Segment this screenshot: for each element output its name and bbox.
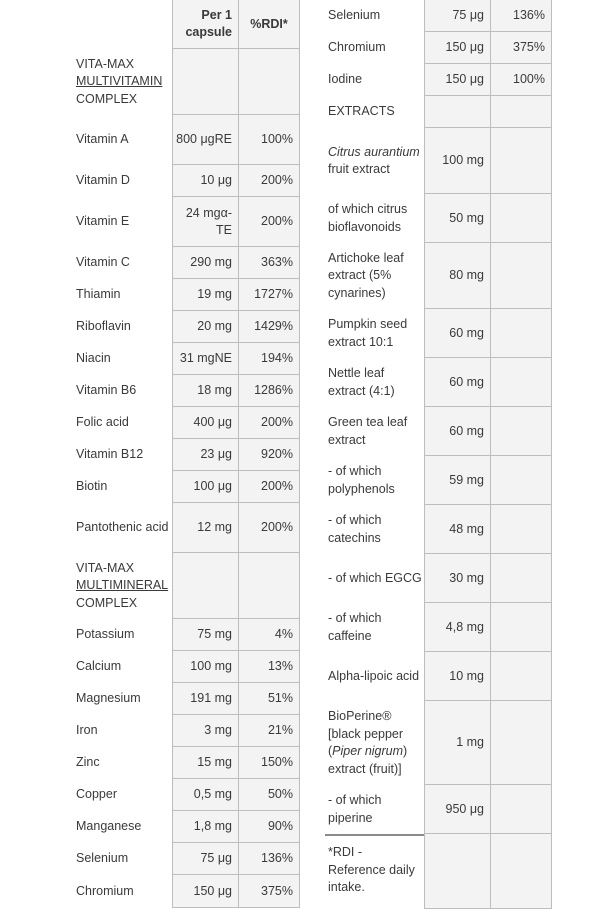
nutrition-table-left — [73, 0, 300, 908]
amount-per-capsule — [424, 96, 490, 128]
nutrient-name — [325, 358, 424, 407]
nutrient-name-text: Potassium — [76, 627, 135, 642]
table-row — [325, 96, 552, 128]
amount-per-capsule — [172, 49, 238, 115]
rdi-percent: 51% — [238, 683, 300, 715]
nutrient-name — [325, 96, 424, 128]
rdi-percent: 200% — [238, 471, 300, 503]
nutrient-name — [73, 811, 172, 843]
amount-per-capsule: 800 μgRE — [172, 115, 238, 165]
rdi-percent — [490, 456, 552, 505]
table-row — [73, 683, 300, 715]
footnote-row — [325, 834, 552, 909]
nutrient-name-text: Iron — [76, 723, 98, 738]
table-row — [325, 0, 552, 32]
nutrient-name — [325, 407, 424, 456]
table-row — [73, 439, 300, 471]
nutrient-name — [73, 247, 172, 279]
nutrient-name — [325, 243, 424, 309]
table-row — [325, 243, 552, 309]
rdi-percent: 200% — [238, 503, 300, 553]
rdi-percent — [490, 128, 552, 194]
nutrient-name-text: Vitamin C — [76, 255, 130, 270]
rdi-percent: 920% — [238, 439, 300, 471]
table-row — [325, 505, 552, 554]
table-row — [73, 875, 300, 908]
nutrient-name-text: EXTRACTS — [328, 104, 395, 119]
nutrient-name — [73, 779, 172, 811]
header-per-capsule: Per 1 capsule — [172, 0, 238, 49]
rdi-percent — [490, 785, 552, 834]
amount-per-capsule: 150 μg — [172, 875, 238, 908]
section-title-line: MULTIVITAMIN — [76, 74, 163, 89]
nutrition-table-right — [325, 0, 552, 909]
table-row — [325, 701, 552, 785]
section-row — [73, 49, 300, 115]
nutrient-name-text: Pumpkin seed extract 10:1 — [328, 317, 408, 349]
rdi-percent: 1429% — [238, 311, 300, 343]
amount-per-capsule: 60 mg — [424, 407, 490, 456]
rdi-percent: 375% — [238, 875, 300, 908]
nutrient-name — [325, 32, 424, 64]
nutrient-name-text: Riboflavin — [76, 319, 131, 334]
nutrient-name-text: Iodine — [328, 72, 363, 87]
table-row — [325, 407, 552, 456]
amount-per-capsule: 950 μg — [424, 785, 490, 834]
nutrient-name-text: Nettle leaf extract (4:1) — [328, 366, 395, 398]
nutrient-name — [325, 652, 424, 701]
table-row — [325, 358, 552, 407]
rdi-percent — [490, 554, 552, 603]
rdi-percent: 136% — [490, 0, 552, 32]
nutrient-name — [73, 875, 172, 908]
rdi-percent — [238, 553, 300, 619]
table-row — [73, 619, 300, 651]
amount-per-capsule: 3 mg — [172, 715, 238, 747]
nutrient-name — [73, 197, 172, 247]
section-title — [73, 49, 172, 115]
nutrient-name — [73, 439, 172, 471]
amount-per-capsule: 30 mg — [424, 554, 490, 603]
nutrient-name — [73, 715, 172, 747]
table-row — [325, 554, 552, 603]
rdi-percent — [490, 194, 552, 243]
rdi-percent: 136% — [238, 843, 300, 875]
rdi-percent: 150% — [238, 747, 300, 779]
rdi-percent — [490, 309, 552, 358]
nutrient-name-text: Artichoke leaf extract (5% cynarines) — [328, 250, 404, 300]
amount-per-capsule: 0,5 mg — [172, 779, 238, 811]
nutrient-name — [73, 375, 172, 407]
table-row — [73, 843, 300, 875]
table-row — [73, 197, 300, 247]
nutrient-name-text: Vitamin E — [76, 214, 130, 229]
amount-per-capsule — [172, 553, 238, 619]
rdi-percent — [490, 243, 552, 309]
nutrient-name-text: Copper — [76, 787, 117, 802]
nutrient-name — [73, 311, 172, 343]
nutrient-name — [73, 747, 172, 779]
nutrient-name-text: Selenium — [328, 8, 381, 23]
amount-per-capsule: 75 μg — [172, 843, 238, 875]
amount-per-capsule: 59 mg — [424, 456, 490, 505]
nutrient-name — [73, 843, 172, 875]
table-row — [325, 64, 552, 96]
table-row — [73, 747, 300, 779]
nutrient-name — [325, 0, 424, 32]
nutrient-name-text: - of which caffeine — [328, 611, 382, 643]
rdi-percent — [490, 358, 552, 407]
nutrient-name — [73, 651, 172, 683]
nutrient-name-text: - of which polyphenols — [328, 464, 395, 496]
nutrient-name — [325, 309, 424, 358]
nutrient-name-text: Manganese — [76, 819, 142, 834]
nutrient-name — [73, 165, 172, 197]
table-row — [73, 115, 300, 165]
amount-per-capsule: 191 mg — [172, 683, 238, 715]
nutrient-name — [325, 456, 424, 505]
rdi-percent: 194% — [238, 343, 300, 375]
table-row — [73, 279, 300, 311]
nutrient-name-text: Zinc — [76, 755, 100, 770]
amount-per-capsule: 12 mg — [172, 503, 238, 553]
section-title-line: VITA-MAX — [76, 560, 135, 575]
table-header — [73, 0, 300, 49]
section-title-line: MULTIMINERAL — [76, 578, 169, 593]
table-row — [325, 128, 552, 194]
nutrient-name — [325, 64, 424, 96]
amount-per-capsule: 15 mg — [172, 747, 238, 779]
nutrient-name-text: Pantothenic acid — [76, 520, 169, 535]
empty-cell — [490, 834, 552, 909]
nutrient-name-text: - of which EGCG — [328, 570, 422, 585]
table-row — [73, 503, 300, 553]
section-title-line: COMPLEX — [76, 595, 138, 610]
amount-per-capsule: 23 μg — [172, 439, 238, 471]
amount-per-capsule: 18 mg — [172, 375, 238, 407]
table-row — [325, 456, 552, 505]
header-rdi: %RDI* — [238, 0, 300, 49]
amount-per-capsule: 20 mg — [172, 311, 238, 343]
rdi-percent: 13% — [238, 651, 300, 683]
table-row — [325, 652, 552, 701]
nutrient-name-text: Biotin — [76, 479, 108, 494]
nutrient-name-text: Citrus aurantium fruit extract — [328, 144, 420, 176]
nutrient-name-text: Green tea leaf extract — [328, 415, 408, 447]
nutrient-name-text: Chromium — [76, 883, 134, 898]
nutrient-name — [73, 471, 172, 503]
amount-per-capsule: 150 μg — [424, 64, 490, 96]
nutrient-name-text: Selenium — [76, 851, 129, 866]
table-row — [325, 785, 552, 834]
nutrient-name-text: Alpha-lipoic acid — [328, 668, 420, 683]
amount-per-capsule: 400 μg — [172, 407, 238, 439]
amount-per-capsule: 50 mg — [424, 194, 490, 243]
nutrient-name-text: BioPerine® [black pepper (Piper nigrum) extract (fruit)] — [328, 709, 408, 776]
amount-per-capsule: 31 mgNE — [172, 343, 238, 375]
nutrient-name — [325, 785, 424, 834]
nutrient-name-text: - of which piperine — [328, 793, 382, 825]
rdi-percent: 375% — [490, 32, 552, 64]
rdi-percent — [490, 701, 552, 785]
table-row — [73, 407, 300, 439]
nutrient-name — [325, 128, 424, 194]
nutrient-name — [325, 603, 424, 652]
rdi-percent: 100% — [238, 115, 300, 165]
table-row — [73, 165, 300, 197]
table-row — [73, 375, 300, 407]
nutrient-name-text: Chromium — [328, 40, 386, 55]
amount-per-capsule: 24 mgα-TE — [172, 197, 238, 247]
amount-per-capsule: 10 mg — [424, 652, 490, 701]
nutrient-name-text: of which citrus bioflavonoids — [328, 202, 408, 234]
table-row — [73, 311, 300, 343]
rdi-percent — [490, 96, 552, 128]
rdi-percent — [490, 407, 552, 456]
table-row — [325, 32, 552, 64]
nutrient-name — [73, 619, 172, 651]
header-name-cell — [73, 0, 172, 49]
rdi-percent — [490, 652, 552, 701]
rdi-percent: 1727% — [238, 279, 300, 311]
nutrient-name — [325, 701, 424, 785]
nutrient-name-text: Calcium — [76, 659, 122, 674]
nutrient-name — [73, 407, 172, 439]
amount-per-capsule: 10 μg — [172, 165, 238, 197]
amount-per-capsule: 100 mg — [172, 651, 238, 683]
rdi-percent: 21% — [238, 715, 300, 747]
table-row — [73, 811, 300, 843]
rdi-percent: 50% — [238, 779, 300, 811]
amount-per-capsule: 19 mg — [172, 279, 238, 311]
amount-per-capsule: 60 mg — [424, 358, 490, 407]
nutrient-name-text: Niacin — [76, 351, 111, 366]
rdi-percent — [490, 603, 552, 652]
section-title-line: VITA-MAX — [76, 56, 135, 71]
nutrient-name-text: Vitamin B6 — [76, 383, 137, 398]
nutrient-name — [73, 115, 172, 165]
amount-per-capsule: 1 mg — [424, 701, 490, 785]
nutrient-name-text: Vitamin A — [76, 132, 129, 147]
nutrient-name-text: Vitamin D — [76, 173, 130, 188]
nutrient-name-text: Folic acid — [76, 415, 129, 430]
table-row — [73, 779, 300, 811]
rdi-percent: 363% — [238, 247, 300, 279]
nutrient-name-text: Vitamin B12 — [76, 447, 144, 462]
amount-per-capsule: 1,8 mg — [172, 811, 238, 843]
nutrient-name — [73, 503, 172, 553]
amount-per-capsule: 80 mg — [424, 243, 490, 309]
table-row — [73, 471, 300, 503]
rdi-percent — [238, 49, 300, 115]
table-row — [73, 651, 300, 683]
table-row — [73, 247, 300, 279]
nutrient-name — [73, 683, 172, 715]
amount-per-capsule: 100 μg — [172, 471, 238, 503]
nutrient-name-text: Thiamin — [76, 287, 121, 302]
amount-per-capsule: 150 μg — [424, 32, 490, 64]
table-row — [73, 715, 300, 747]
table-row — [325, 194, 552, 243]
amount-per-capsule: 60 mg — [424, 309, 490, 358]
rdi-percent: 200% — [238, 407, 300, 439]
amount-per-capsule: 75 μg — [424, 0, 490, 32]
nutrient-name — [73, 279, 172, 311]
nutrient-name-text: - of which catechins — [328, 513, 382, 545]
rdi-percent: 200% — [238, 165, 300, 197]
amount-per-capsule: 290 mg — [172, 247, 238, 279]
footnote-text — [325, 834, 424, 909]
nutrient-name-text: Magnesium — [76, 691, 141, 706]
section-row — [73, 553, 300, 619]
rdi-percent: 90% — [238, 811, 300, 843]
amount-per-capsule: 48 mg — [424, 505, 490, 554]
section-title-line: COMPLEX — [76, 91, 138, 106]
nutrient-name — [325, 505, 424, 554]
rdi-percent: 1286% — [238, 375, 300, 407]
table-row — [325, 603, 552, 652]
rdi-percent: 4% — [238, 619, 300, 651]
nutrient-name — [73, 343, 172, 375]
rdi-percent: 200% — [238, 197, 300, 247]
nutrient-name-text: *RDI - Reference daily intake. — [328, 845, 415, 894]
amount-per-capsule: 4,8 mg — [424, 603, 490, 652]
empty-cell — [424, 834, 490, 909]
nutrient-name — [325, 194, 424, 243]
rdi-percent: 100% — [490, 64, 552, 96]
rdi-percent — [490, 505, 552, 554]
nutrient-name — [325, 554, 424, 603]
amount-per-capsule: 75 mg — [172, 619, 238, 651]
amount-per-capsule: 100 mg — [424, 128, 490, 194]
table-row — [73, 343, 300, 375]
table-row — [325, 309, 552, 358]
section-title — [73, 553, 172, 619]
